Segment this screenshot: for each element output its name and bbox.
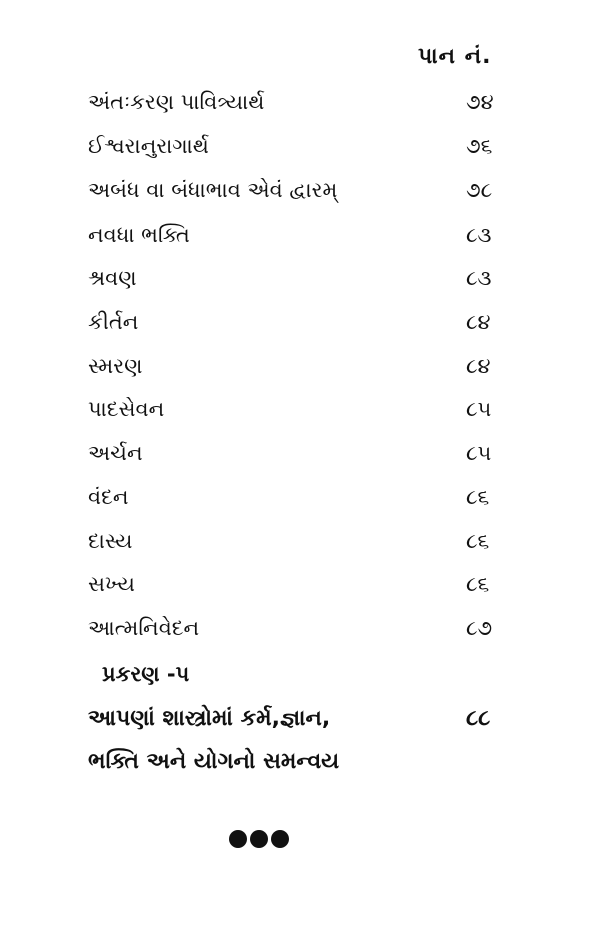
toc-entry-page: ૭૬	[466, 134, 493, 158]
toc-entry	[88, 481, 518, 513]
toc-entry-page: ૮૫	[466, 441, 492, 465]
chapter-title-line-2: ભક્તિ અને યોગનો સમન્વય	[88, 749, 340, 774]
toc-entry-page: ૮૭	[466, 616, 493, 640]
chapter-heading: પ્રકરણ -પ	[102, 662, 190, 686]
toc-entry-page: ૮૬	[466, 529, 490, 553]
toc-entry	[88, 568, 518, 600]
toc-entry-title: અંતઃકરણ પાવિત્ર્યાર્થ	[88, 90, 265, 114]
toc-entry-title: શ્રવણ	[88, 266, 137, 290]
toc-entry-page: ૭૪	[466, 90, 494, 114]
page-number-header: પાન નં.	[418, 44, 492, 69]
toc-entry	[88, 393, 518, 425]
toc-entry-page: ૮૪	[466, 354, 491, 378]
toc-entry-title: દાસ્ય	[88, 529, 133, 553]
ornament-dot	[271, 830, 289, 848]
toc-entry-title: નવધા ભક્તિ	[88, 223, 190, 247]
toc-entry	[88, 219, 518, 251]
toc-entry-title: વંદન	[88, 485, 129, 509]
toc-entry	[88, 437, 518, 469]
toc-entry-title: અર્ચન	[88, 441, 143, 465]
toc-entry	[88, 262, 518, 294]
ornament-dot	[229, 830, 247, 848]
toc-entry-title: આત્મનિવેદન	[88, 616, 200, 640]
ornament-dot	[250, 830, 268, 848]
toc-entry	[88, 174, 518, 206]
toc-entry-page: ૭૮	[466, 178, 493, 202]
toc-entry-page: ૮૬	[466, 572, 490, 596]
toc-entry-page: ૮૩	[466, 266, 492, 290]
toc-entry	[88, 612, 518, 644]
toc-entry	[88, 350, 518, 382]
toc-entry-title: કીર્તન	[88, 310, 139, 334]
toc-entry-title: પાદસેવન	[88, 397, 165, 421]
toc-entry-title: અબંધ વા બંધાભાવ એવં દ્વારમ્	[88, 178, 338, 202]
toc-entry-title: ઈશ્વરાનુરાગાર્થ	[88, 134, 209, 158]
chapter-entry	[88, 703, 518, 735]
chapter-title-line-1: આપણાં શાસ્ત્રોમાં કર્મ,જ્ઞાન,	[88, 706, 331, 731]
toc-entry	[88, 130, 518, 162]
toc-entry-title: સ્મરણ	[88, 354, 143, 378]
toc-entry-page: ૮૬	[466, 485, 490, 509]
toc-entry	[88, 86, 518, 118]
toc-entry-page: ૮૪	[466, 310, 491, 334]
toc-entry-page: ૮૩	[466, 223, 492, 247]
toc-entry-page: ૮૫	[466, 397, 492, 421]
toc-entry	[88, 525, 518, 557]
toc-entry	[88, 306, 518, 338]
section-end-ornament	[229, 828, 289, 850]
toc-entry-title: સખ્ય	[88, 572, 135, 596]
chapter-entry-page: ૮૮	[466, 706, 491, 731]
